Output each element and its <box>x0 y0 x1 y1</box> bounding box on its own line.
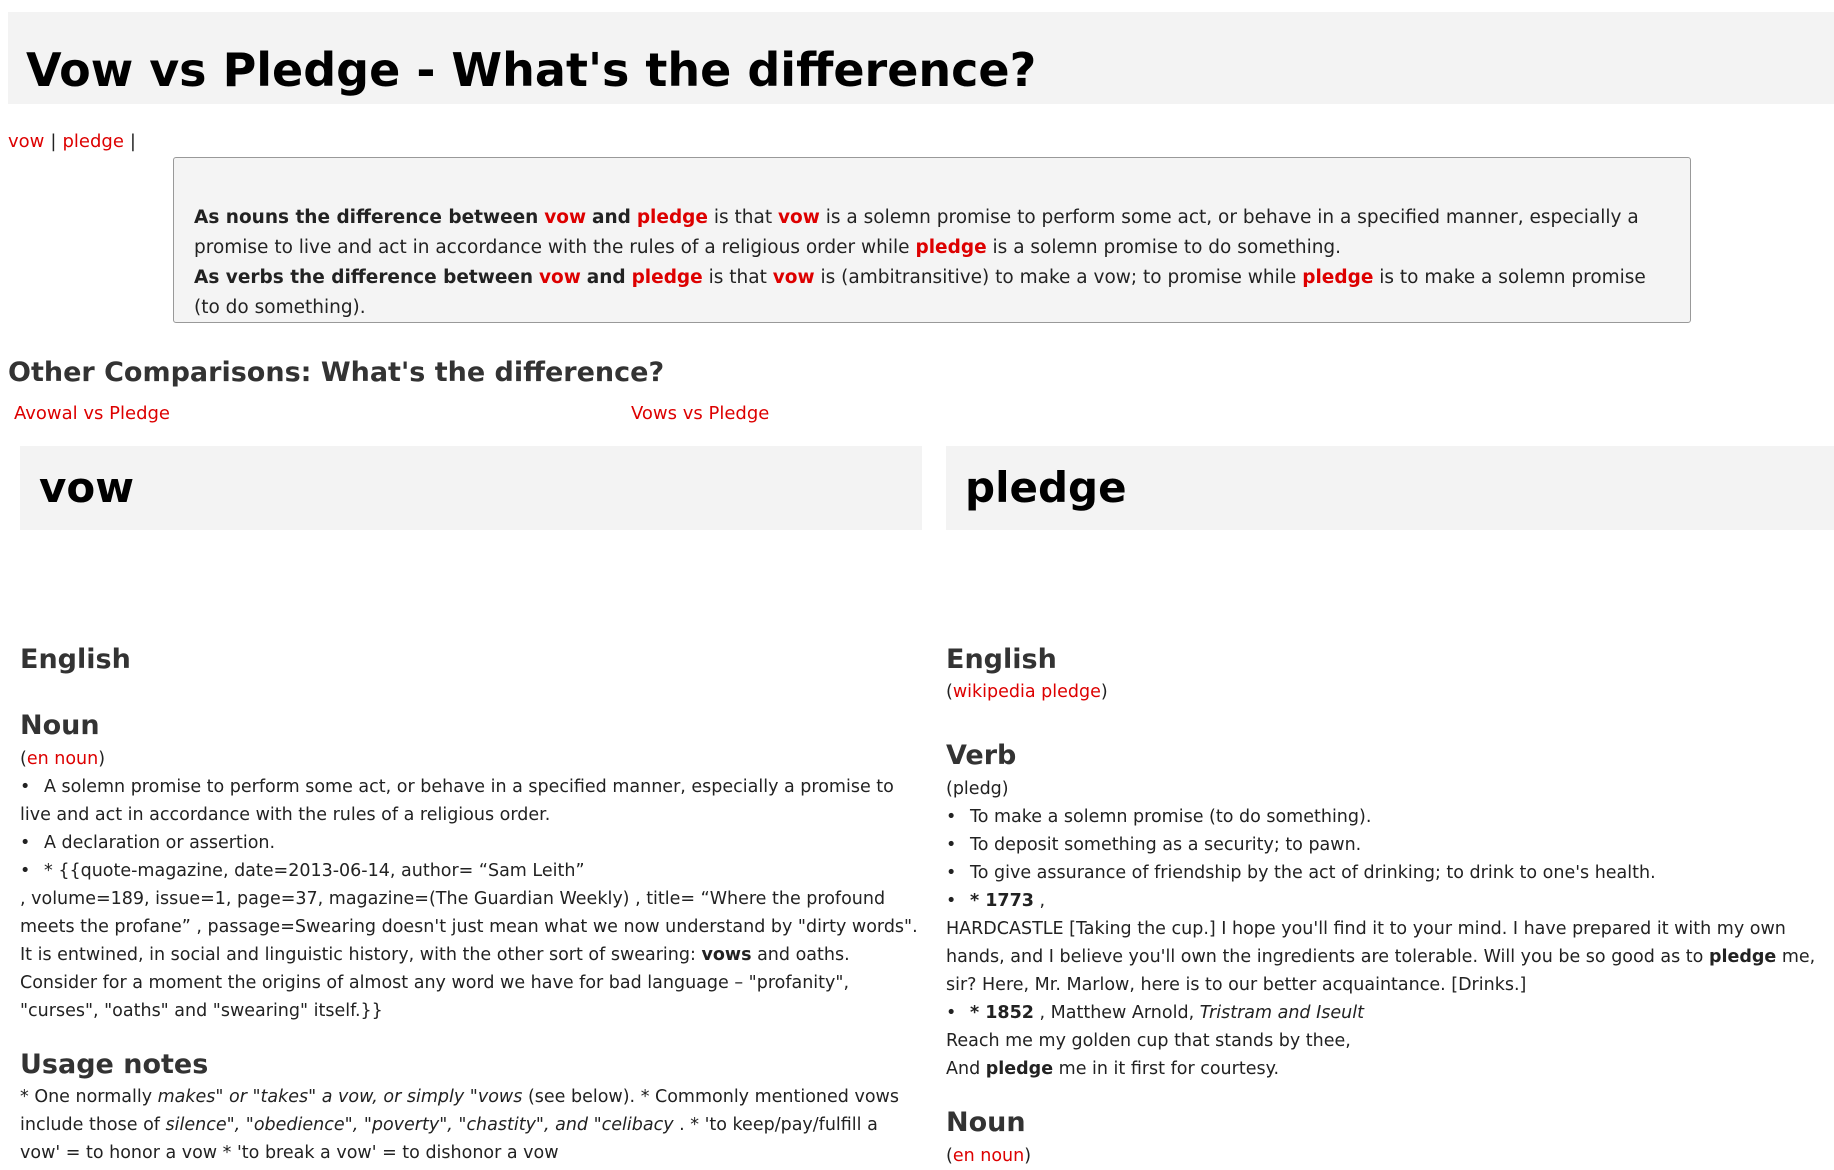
pledge-noun-heading: Noun <box>946 1107 1026 1138</box>
pledge-verb-definitions <box>946 803 1834 915</box>
other-comparisons-heading: Other Comparisons: What's the difference? <box>8 357 665 388</box>
wikipedia-pledge-link[interactable]: wikipedia pledge <box>952 682 1101 702</box>
vow-quote: , volume=189, issue=1, page=37, magazine=(The Guardian Weekly) , title= “Where the profound meets the profane” , passage=Swearing doesn't just mean what we now understand by "dirty words". It is entwined, in social and linguistic history, with the other sort of swearing: vows and oaths. Consider for a moment the origins of almost any word we have for bad language – "profanity", "curses", "oaths" and "swearing" itself.}} <box>20 889 918 1021</box>
pledge-quote-1773: HARDCASTLE [Taking the cup.] I hope you'll find it to your mind. I have prepared it with my own hands, and I believe you'll own the ingredients are tolerable. Will you be so good as to pledge me, sir? Here, Mr. Marlow, here is to our better acquaintance. [Drinks.] <box>946 919 1816 995</box>
pledge-quote-citations <box>946 999 1834 1027</box>
word-link-vow[interactable]: vow <box>8 131 45 152</box>
vow-usage-notes: * One normally makes" or "takes" a vow, or simply "vows (see below). * Commonly mentioned vows include those of silence", "obedience", "poverty", "chastity", and "celibacy . * 'to keep/pay/fulfill a vow' = to honor a vow * 'to break a vow' = to dishonor a vow <box>20 1087 899 1163</box>
vow-header <box>20 446 922 530</box>
definition-item: • A solemn promise to perform some act, or behave in a specified manner, especially a promise to live and act in accordance with the rules of a religious order. <box>20 773 922 829</box>
page-title: Vow vs Pledge - What's the difference? <box>26 43 1037 97</box>
word-links <box>8 130 142 154</box>
definition-item: • A declaration or assertion. <box>20 829 922 857</box>
definition-item: • To deposit something as a security; to pawn. <box>946 831 1834 859</box>
vow-noun-heading: Noun <box>20 710 100 741</box>
definition-item: • * {{quote-magazine, date=2013-06-14, author= “Sam Leith” <box>20 857 922 885</box>
definition-item: • To make a solemn promise (to do something). <box>946 803 1834 831</box>
vow-title: vow <box>39 463 135 512</box>
quote-citation: • * 1852 , Matthew Arnold, Tristram and Iseult <box>946 999 1834 1027</box>
comparison-link-avowal-vs-pledge[interactable]: Avowal vs Pledge <box>14 403 171 424</box>
vow-usage-heading: Usage notes <box>20 1049 209 1080</box>
en-noun-link[interactable]: en noun <box>952 1146 1025 1166</box>
vow-column <box>20 446 922 1167</box>
comparison-link-vows-vs-pledge[interactable]: Vows vs Pledge <box>631 403 770 424</box>
pledge-pronunciation: (pledg) <box>946 779 1009 799</box>
pledge-noun-tag: (en noun) <box>946 1146 1032 1166</box>
difference-summary <box>173 157 1691 323</box>
pledge-wikipedia: (wikipedia pledge) <box>946 682 1108 702</box>
separator: | <box>50 131 57 152</box>
verb-difference: As verbs the difference between vow and pledge is that vow is (ambitransitive) to make a vow; to promise while pledge is to make a solemn promise (to do something). <box>194 267 1646 318</box>
noun-difference: As nouns the difference between vow and pledge is that vow is a solemn promise to perform some act, or behave in a specified manner, especially a promise to live and act in accordance with the rules of a religious order while pledge is a solemn promise to do something. <box>194 207 1639 258</box>
pledge-language-heading: English <box>946 644 1057 675</box>
pledge-verb-heading: Verb <box>946 740 1017 771</box>
pledge-column <box>946 446 1834 1170</box>
word-link-pledge[interactable]: pledge <box>62 131 124 152</box>
vow-noun-tag: (en noun) <box>20 749 106 769</box>
pledge-quote-1852-line2: And pledge me in it first for courtesy. <box>946 1059 1280 1079</box>
pledge-title: pledge <box>965 463 1127 512</box>
en-noun-link[interactable]: en noun <box>26 749 99 769</box>
vow-language-heading: English <box>20 644 131 675</box>
vow-noun-definitions <box>20 773 922 885</box>
separator: | <box>129 131 136 152</box>
definition-item: • To give assurance of friendship by the act of drinking; to drink to one's health. <box>946 859 1834 887</box>
page-title-bar <box>8 12 1834 104</box>
pledge-quote-1852-line1: Reach me my golden cup that stands by thee, <box>946 1031 1351 1051</box>
pledge-header <box>946 446 1834 530</box>
quote-citation: • * 1773 , <box>946 887 1834 915</box>
